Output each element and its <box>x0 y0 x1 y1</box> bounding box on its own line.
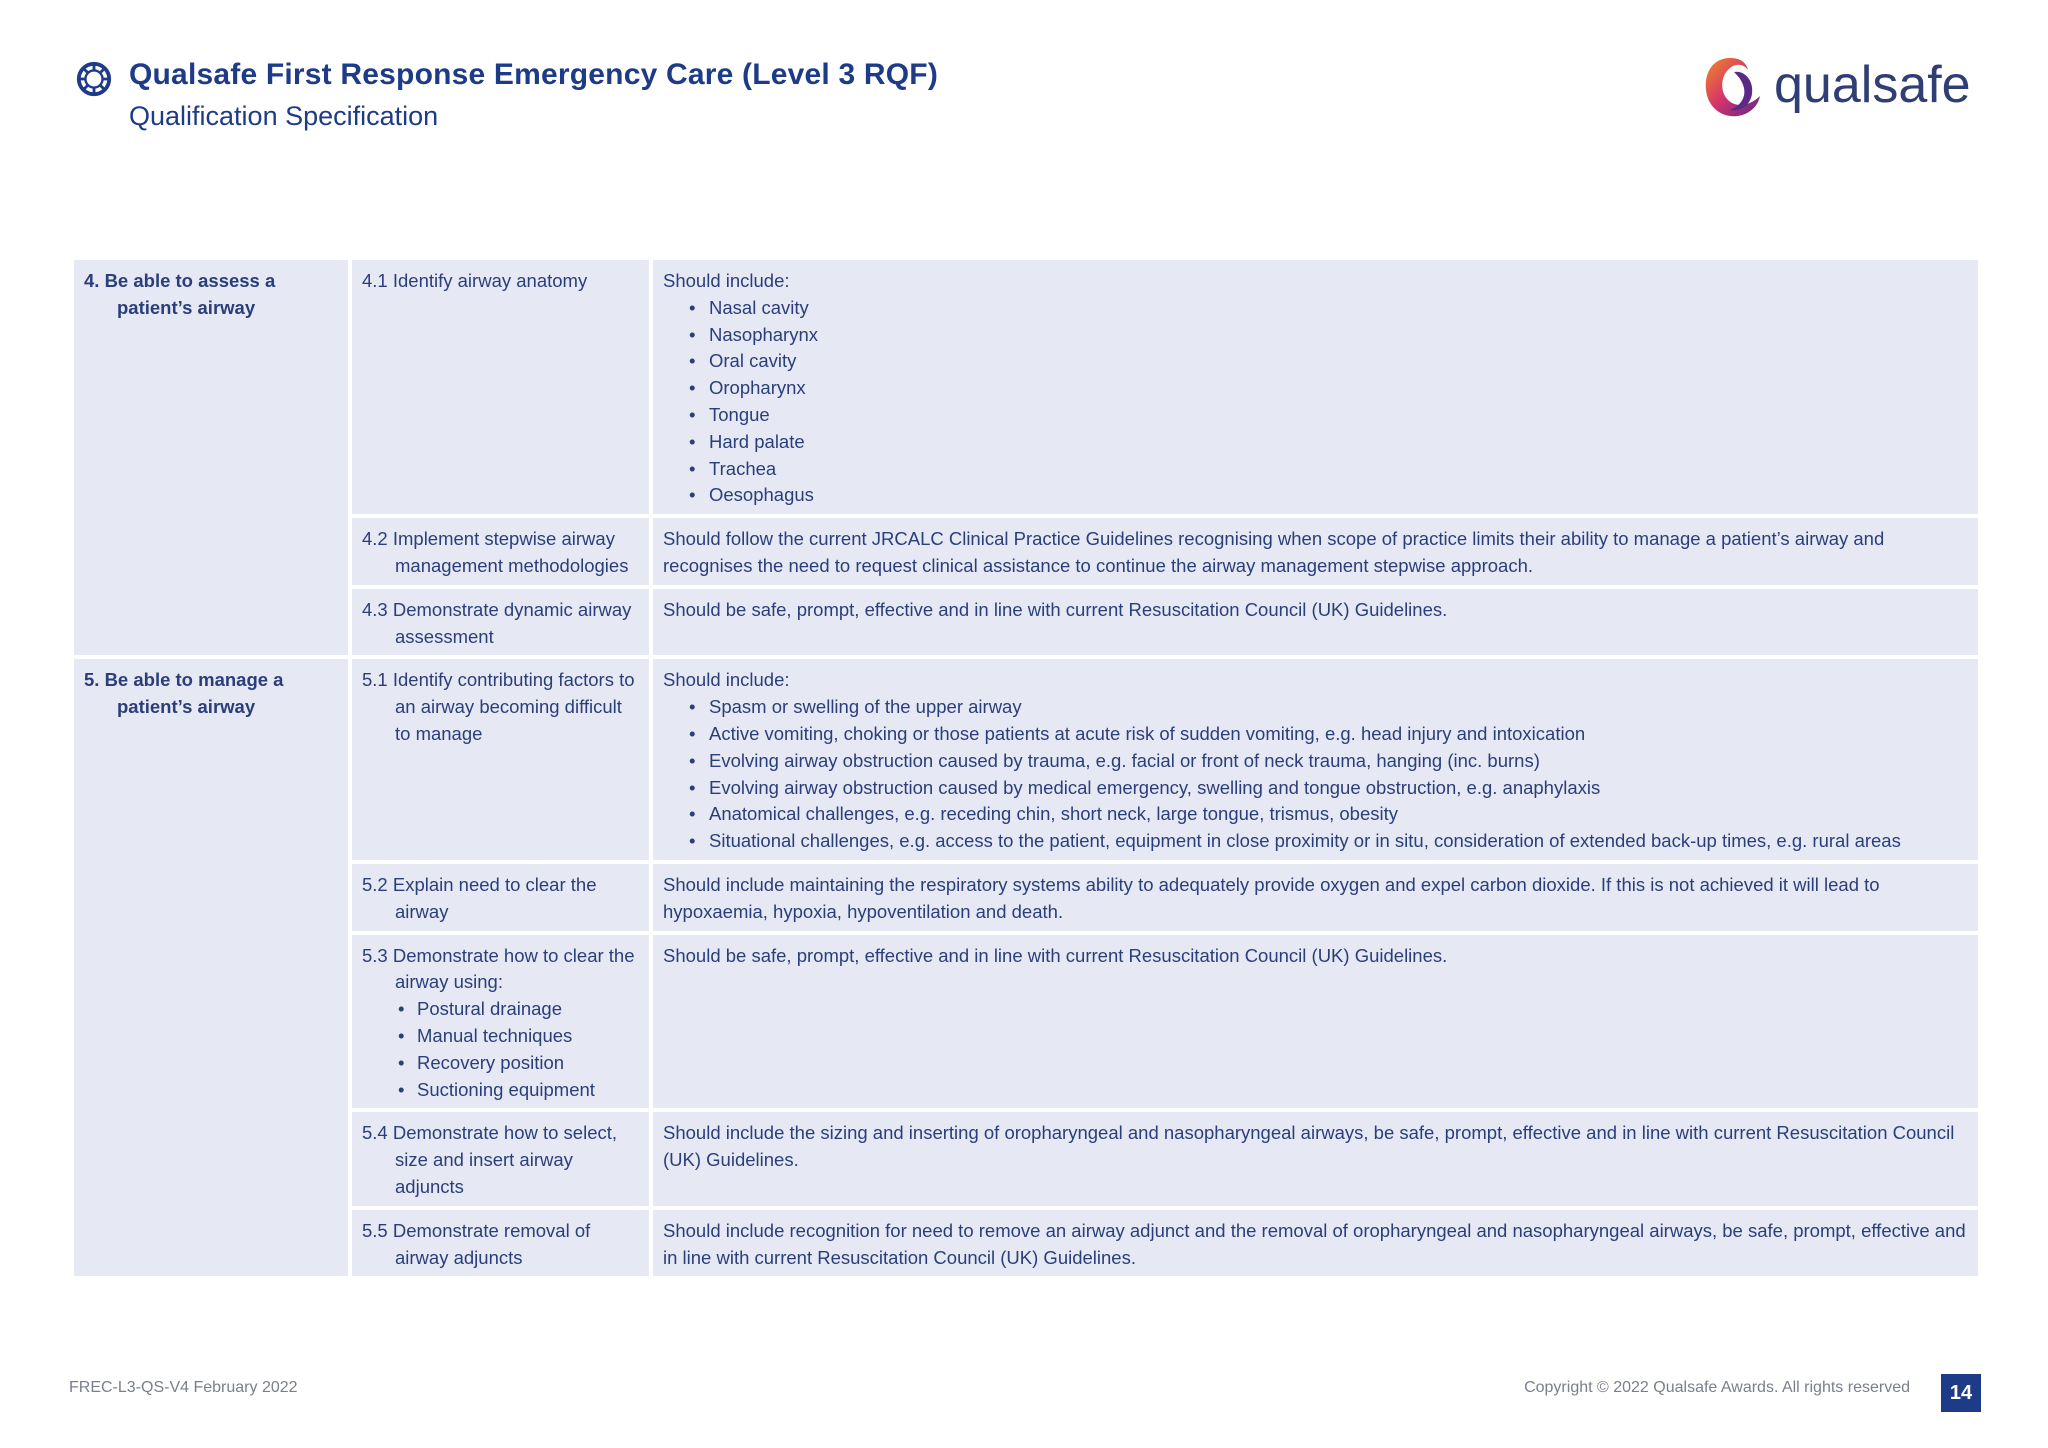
assessment-criterion: 4.2 Implement stepwise airway management methodologies <box>362 528 629 576</box>
list-item: • Spasm or swelling of the upper airway <box>663 694 1968 721</box>
table-row <box>72 516 1980 587</box>
table-row <box>72 258 1980 516</box>
learning-outcome: 4. Be able to assess a patient’s airway <box>84 270 276 318</box>
criterion-cell <box>350 1110 651 1207</box>
guidance-cell <box>651 1110 1980 1207</box>
guidance-text: Should be safe, prompt, effective and in line with current Resuscitation Council (UK) Guidelines. <box>663 598 1448 620</box>
list-item: • Manual techniques <box>362 1023 639 1050</box>
guidance-text: Should include the sizing and inserting of oropharyngeal and nasopharyngeal airways, be safe, prompt, effective and in line with current Resuscitation Council (UK) Guidelines. <box>663 1122 1955 1171</box>
assessment-criterion: 5.2 Explain need to clear the airway <box>362 873 597 922</box>
page-number: 14 <box>1941 1374 1981 1412</box>
table-row <box>72 657 1980 862</box>
list-item: • Oesophagus <box>663 482 1968 509</box>
guidance-cell <box>651 657 1980 862</box>
guidance-text: Should be safe, prompt, effective and in line with current Resuscitation Council (UK) Guidelines. <box>663 944 1448 966</box>
qualsafe-logo <box>1700 50 1985 125</box>
list-item: • Evolving airway obstruction caused by medical emergency, swelling and tongue obstruction, e.g. anaphylaxis <box>663 775 1968 802</box>
list-item: • Oral cavity <box>663 348 1968 375</box>
guidance-intro: Should include: <box>663 669 790 691</box>
criterion-cell <box>350 258 651 516</box>
assessment-criterion: 5.3 Demonstrate how to clear the airway using: <box>362 944 635 993</box>
guidance-text: Should include maintaining the respiratory systems ability to adequately provide oxygen and expel carbon dioxide. If this is not achieved it will lead to hypoxaemia, hypoxia, hypoventilation and death. <box>663 873 1880 922</box>
learning-outcome-cell <box>72 258 350 657</box>
assessment-criterion: 5.5 Demonstrate removal of airway adjuncts <box>362 1219 591 1268</box>
guidance-cell <box>651 933 1980 1111</box>
specification-table <box>70 256 1982 1280</box>
list-item: • Recovery position <box>362 1050 639 1077</box>
table-row <box>72 1208 1980 1279</box>
table-row <box>72 587 1980 658</box>
list-item: • Active vomiting, choking or those patients at acute risk of sudden vomiting, e.g. head injury and intoxication <box>663 721 1968 748</box>
assessment-criterion: 4.3 Demonstrate dynamic airway assessment <box>362 598 632 647</box>
page-title: Qualsafe First Response Emergency Care (Level 3 RQF) <box>129 58 939 91</box>
list-item: • Trachea <box>663 456 1968 483</box>
badge-icon <box>75 60 113 98</box>
list-item: • Tongue <box>663 402 1968 429</box>
criterion-cell <box>350 516 651 587</box>
criterion-list <box>362 996 639 1103</box>
guidance-list <box>663 295 1968 509</box>
table-row <box>72 933 1980 1111</box>
list-item: • Oropharynx <box>663 375 1968 402</box>
table-row <box>72 862 1980 933</box>
list-item: • Hard palate <box>663 429 1968 456</box>
copyright-notice: Copyright © 2022 Qualsafe Awards. All rights reserved <box>1524 1379 1910 1396</box>
guidance-cell <box>651 862 1980 933</box>
guidance-cell <box>651 587 1980 658</box>
page-subtitle: Qualification Specification <box>129 101 439 131</box>
list-item: • Situational challenges, e.g. access to the patient, equipment in close proximity or in situ, consideration of extended back-up times, e.g. rural areas <box>663 828 1968 855</box>
list-item: • Nasal cavity <box>663 295 1968 322</box>
guidance-cell <box>651 1208 1980 1279</box>
guidance-list <box>663 694 1968 855</box>
criterion-cell <box>350 933 651 1111</box>
document-reference: FREC-L3-QS-V4 February 2022 <box>69 1379 298 1396</box>
list-item: • Anatomical challenges, e.g. receding chin, short neck, large tongue, trismus, obesity <box>663 801 1968 828</box>
list-item: • Evolving airway obstruction caused by trauma, e.g. facial or front of neck trauma, hanging (inc. burns) <box>663 748 1968 775</box>
guidance-intro: Should include: <box>663 270 790 291</box>
assessment-criterion: 5.1 Identify contributing factors to an airway becoming difficult to manage <box>362 669 635 744</box>
table-row <box>72 1110 1980 1207</box>
criterion-cell <box>350 862 651 933</box>
list-item: • Suctioning equipment <box>362 1077 639 1104</box>
learning-outcome: 5. Be able to manage a patient’s airway <box>84 669 284 718</box>
list-item: • Postural drainage <box>362 996 639 1023</box>
assessment-criterion: 5.4 Demonstrate how to select, size and insert airway adjuncts <box>362 1122 618 1197</box>
logo-text: qualsafe <box>1774 56 1971 114</box>
learning-outcome-cell <box>72 657 350 1278</box>
criterion-cell <box>350 1208 651 1279</box>
list-item: • Nasopharynx <box>663 322 1968 349</box>
guidance-cell <box>651 258 1980 516</box>
assessment-criterion: 4.1 Identify airway anatomy <box>362 270 588 291</box>
guidance-text: Should include recognition for need to remove an airway adjunct and the removal of oropharyngeal and nasopharyngeal airways, be safe, prompt, effective and in line with current Resuscitation Council (UK) Guidelines. <box>663 1219 1966 1268</box>
guidance-text: Should follow the current JRCALC Clinical Practice Guidelines recognising when scope of practice limits their ability to manage a patient’s airway and recognises the need to request clinical assistance to continue the airway management stepwise approach. <box>663 528 1885 576</box>
criterion-cell <box>350 587 651 658</box>
criterion-cell <box>350 657 651 862</box>
guidance-cell <box>651 516 1980 587</box>
